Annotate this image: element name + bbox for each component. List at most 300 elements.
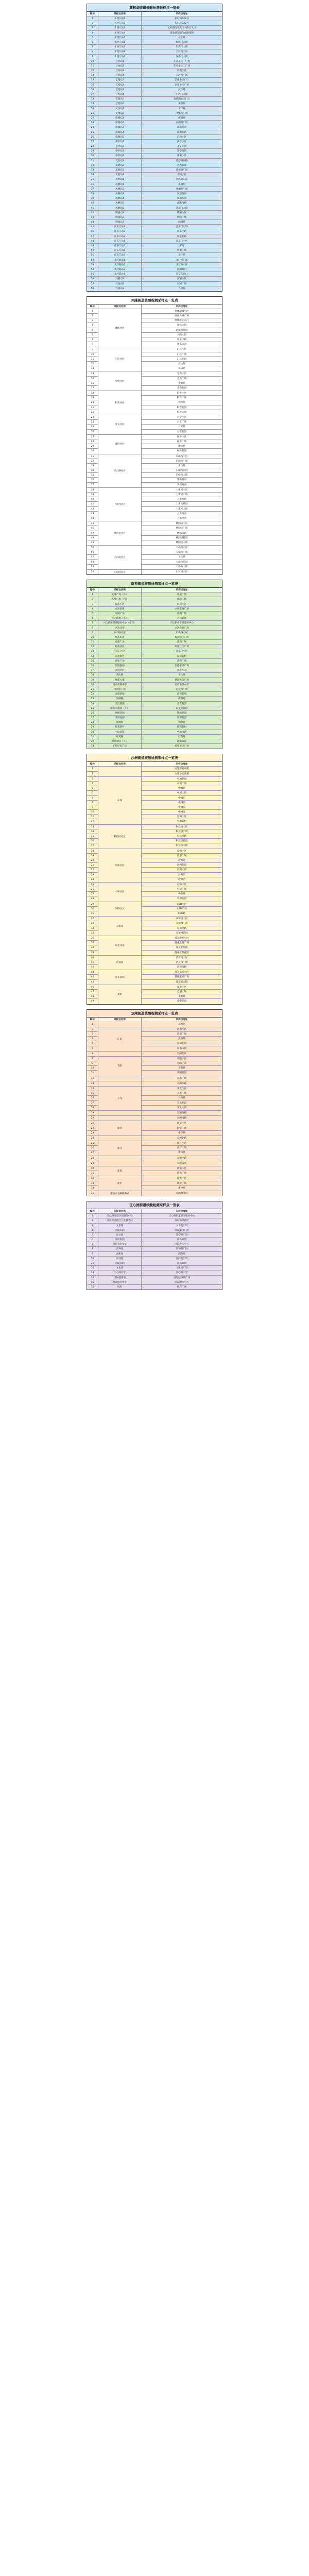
row-no: 13 [87, 825, 98, 829]
row-addr: 双闸路 [178, 1023, 185, 1026]
group-label [98, 1022, 142, 1027]
group-label: CBD社区 [98, 902, 142, 917]
row-addr: 菱港小区 [177, 986, 187, 989]
table-row [142, 990, 222, 994]
row-no: 11 [91, 1072, 94, 1075]
table-row [142, 468, 222, 473]
row-no: 21 [87, 863, 98, 868]
row-addr: 莫愁湖东路与虎踞南路 [170, 31, 194, 35]
table-row [142, 956, 222, 960]
row-addr: 双和园花园 [176, 931, 188, 935]
group-numbers [87, 777, 98, 824]
row-site: 南苑小区 [98, 602, 142, 606]
row-addr: 江南小区 [177, 1028, 187, 1031]
table-group [87, 956, 222, 971]
row-no: 38 [87, 488, 98, 493]
group-body [142, 985, 222, 1004]
row-no: 30 [87, 907, 98, 911]
row-no: 38 [87, 945, 98, 950]
table-row [142, 357, 222, 362]
table-row [142, 819, 222, 824]
row-site: 莫愁站2 [98, 163, 142, 167]
table-row [87, 1270, 222, 1275]
row-site: 江东门站1 [98, 225, 142, 229]
table-row [87, 248, 222, 253]
row-addr: 虹苑路 [178, 735, 185, 738]
row-addr: 上新河大街 [176, 507, 188, 511]
row-addr: 南湖小区 [177, 70, 187, 73]
row-addr: 所街 [179, 245, 184, 247]
row-no: 32 [87, 1176, 98, 1181]
row-site: 水西门站6 [98, 40, 142, 44]
row-addr: 梅花山庄广场 [175, 636, 189, 639]
table-group [87, 767, 222, 776]
group-label: 清荷园 [98, 956, 142, 970]
row-no: 54 [91, 565, 94, 568]
row-site: 江心洲街道卫生服务中心 [98, 1214, 142, 1218]
row-addr: 升龙路 [178, 1097, 185, 1100]
row-no: 7 [87, 45, 98, 49]
group-body [142, 454, 222, 487]
table-group [87, 1156, 222, 1161]
row-addr: 奥体新城广场 [175, 315, 189, 318]
table-group [87, 415, 222, 435]
row-no: 9 [87, 55, 98, 59]
table-row [87, 1280, 222, 1285]
section-1 [87, 4, 222, 292]
row-no: 53 [87, 560, 98, 565]
row-addr: 清荷园广场 [176, 961, 188, 964]
row-addr: 南苑新城 [177, 693, 187, 696]
table-row [142, 985, 222, 990]
row-no: 12 [87, 69, 98, 73]
section-4 [87, 754, 222, 1004]
table-row [87, 201, 222, 206]
row-no: 47 [87, 531, 98, 536]
table-row [87, 597, 222, 602]
header-addr: 采样点地址 [176, 589, 188, 592]
row-no: 15 [87, 834, 98, 839]
table-row [87, 716, 222, 720]
table-row [142, 483, 222, 487]
table-row [142, 1066, 222, 1071]
table-row [142, 1150, 222, 1155]
row-site: 国际青年中心 [98, 1242, 142, 1246]
table-row [142, 565, 222, 569]
table-row [87, 602, 222, 607]
table-group [87, 1052, 222, 1057]
row-no: 29 [87, 149, 98, 153]
row-addr: 双和园小区 [176, 918, 188, 921]
row-no: 26 [91, 430, 94, 433]
row-no: 49 [91, 541, 94, 544]
table-row [142, 531, 222, 536]
row-site: 国际健康城 [98, 1276, 142, 1280]
row-addr: 南湖路 [178, 698, 185, 701]
row-addr: 洲岛服务中心 [175, 1281, 189, 1284]
row-no: 34 [91, 1187, 94, 1190]
row-addr: 沙洲东 [178, 873, 185, 876]
group-label: 新月 [98, 1141, 142, 1156]
table-row [87, 192, 222, 196]
table-row [142, 435, 222, 439]
row-no: 27 [87, 435, 98, 439]
table-row [87, 649, 222, 654]
row-no: 15 [87, 659, 98, 663]
row-site: 茶亭站3 [98, 149, 142, 153]
row-addr: 凤凰广场 [177, 598, 187, 601]
row-site: 江河苑 [98, 1257, 142, 1261]
table-group [87, 371, 222, 391]
row-no: 27 [91, 1151, 94, 1155]
row-no: 55 [91, 571, 94, 573]
table-row [142, 371, 222, 376]
row-no: 18 [91, 1106, 94, 1109]
row-addr: CBD路 [178, 912, 186, 915]
row-site: 洲岛服务中心 [98, 1280, 142, 1284]
row-site: 南苑新村 [98, 654, 142, 658]
row-no: 37 [87, 941, 98, 945]
row-addr: 汇达广场 [177, 353, 187, 356]
row-addr: 桃园居广场 [176, 527, 188, 530]
row-no: 19 [87, 101, 98, 106]
table-row [142, 810, 222, 815]
header-no: 编号 [87, 1018, 98, 1022]
table-row [87, 659, 222, 664]
table-row [87, 683, 222, 687]
row-site: 锦绣街 [98, 720, 142, 724]
row-no: 40 [87, 956, 98, 960]
table-row [142, 1046, 222, 1051]
row-site: 悦府 [98, 1285, 142, 1290]
row-addr: 双闸中路 [177, 1157, 187, 1160]
row-addr: 清荷园小区 [176, 956, 188, 959]
row-site: 明园站2 [98, 215, 142, 219]
table-row [142, 386, 222, 391]
table-row [87, 69, 222, 73]
table-row [87, 196, 222, 201]
table-row [142, 1176, 222, 1181]
group-label: 乐山路社区 [98, 454, 142, 487]
row-no: 21 [87, 1121, 98, 1126]
row-no: 1 [87, 16, 98, 21]
row-no: 33 [87, 744, 98, 749]
table-row [87, 1266, 222, 1270]
row-addr: 汇达小区 [177, 348, 187, 351]
row-site: 茶亭站1 [98, 140, 142, 144]
row-addr: 乐山路小区 [176, 455, 188, 458]
row-addr: 云河湾小区 [176, 50, 188, 54]
group-numbers [87, 902, 98, 917]
row-no: 5 [87, 612, 98, 616]
group-body [142, 1136, 222, 1141]
row-addr: 凤凰街 [178, 103, 185, 106]
row-addr: 润和苑 [178, 1252, 185, 1256]
row-no: 17 [91, 386, 94, 389]
row-site: 北圩路站1 [98, 258, 142, 262]
group-body [142, 1057, 222, 1076]
row-site: 南苑路广场 [98, 687, 142, 691]
group-body [142, 488, 222, 521]
row-no: 34 [87, 926, 98, 931]
row-no: 11 [87, 815, 98, 819]
row-no: 4 [87, 607, 98, 611]
table-row [142, 931, 222, 936]
row-site: 艺苑站6 [98, 101, 142, 106]
row-no: 6 [87, 791, 98, 795]
table-row [142, 887, 222, 892]
row-addr: 虎踞南路 [177, 202, 187, 205]
table-row [87, 21, 222, 26]
row-no: 32 [87, 917, 98, 921]
row-no: 16 [87, 1096, 98, 1100]
table-group [87, 546, 222, 570]
table-row [142, 366, 222, 371]
row-no: 46 [87, 229, 98, 233]
table-row [87, 592, 222, 597]
row-no: 12 [91, 1077, 94, 1080]
row-site: 洲岛家园 [98, 1228, 142, 1232]
row-no: 2 [87, 314, 98, 318]
row-no: 41 [87, 960, 98, 965]
row-no: 48 [87, 536, 98, 540]
row-no: 35 [91, 1192, 94, 1195]
row-no: 24 [87, 702, 98, 706]
table-row [87, 107, 222, 111]
section-title: 兴隆街道核酸检测采样点一览表 [87, 297, 222, 304]
row-site: 梅花山庄 [98, 635, 142, 639]
table-group [87, 1166, 222, 1176]
row-site: 艺苑站5 [98, 97, 142, 101]
row-site: 嘉和广场 [98, 659, 142, 663]
row-no: 49 [91, 1000, 94, 1003]
row-addr: 沿河小区 [177, 135, 187, 139]
row-addr: 菱港广场 [177, 991, 187, 993]
row-addr: 桃园居大街 [176, 541, 188, 544]
row-addr: 汉中路 [178, 88, 185, 91]
header-no: 编号 [87, 1209, 98, 1213]
group-label: 南京市双闸服务站 [98, 1191, 142, 1196]
row-no: 3 [87, 602, 98, 606]
group-body [142, 1022, 222, 1027]
row-site: 凤栖站3 [98, 192, 142, 196]
row-addr: 南湖路口 [177, 268, 187, 271]
table-row [87, 1228, 222, 1233]
row-no: 4 [87, 323, 98, 328]
table-row [87, 144, 222, 149]
table-group [87, 777, 222, 825]
group-numbers [87, 1087, 98, 1110]
row-addr: 新华广场 [177, 1127, 187, 1130]
table-row [87, 244, 222, 248]
group-numbers [87, 546, 98, 569]
group-body [142, 970, 222, 985]
row-no: 26 [87, 1146, 98, 1150]
row-site: 洲岛和园 [98, 1261, 142, 1265]
group-label [98, 1161, 142, 1166]
row-no: 15 [87, 83, 98, 87]
row-no: 5 [87, 1041, 98, 1046]
group-label: 融侨社区 [98, 435, 142, 454]
row-no: 1 [92, 1023, 93, 1026]
group-numbers [87, 309, 98, 347]
row-no: 3 [87, 318, 98, 323]
group-body [142, 1166, 222, 1176]
row-addr: 上新河小区 [176, 488, 188, 492]
row-addr: 江南花园 [177, 1042, 187, 1045]
row-addr: 双闸南路 [177, 1117, 187, 1120]
row-addr: 奥体大街 [177, 324, 187, 327]
table-row [142, 1121, 222, 1126]
table-row [87, 135, 222, 140]
row-addr: 北圩路广场 [176, 259, 188, 262]
row-site: 南湖广场 [98, 612, 142, 616]
table-row [142, 1061, 222, 1066]
row-site: 翠庭华府 [98, 668, 142, 672]
row-addr: 新中小区 [177, 1177, 187, 1180]
group-numbers [87, 1076, 98, 1081]
table-row [87, 678, 222, 683]
table-row [87, 1238, 222, 1242]
row-site: 恒盛嘉园 [98, 664, 142, 668]
row-site: 凤栖站2 [98, 187, 142, 191]
group-body [142, 1161, 222, 1166]
group-numbers [87, 849, 98, 882]
row-site: 莫愁站5 [98, 177, 142, 181]
row-addr: 中城新村 [177, 820, 187, 823]
table-row [87, 163, 222, 168]
row-addr: 新月小区 [177, 1142, 187, 1145]
table-row [142, 439, 222, 444]
row-addr: 乐山路大街 [176, 474, 188, 477]
row-no: 12 [87, 1266, 98, 1270]
table-row [87, 1242, 222, 1247]
row-no: 14 [87, 829, 98, 834]
row-no: 23 [87, 415, 98, 420]
table-row [142, 464, 222, 468]
row-addr: 茶南小区 [177, 155, 187, 158]
row-no: 16 [87, 664, 98, 668]
table-row [142, 540, 222, 545]
row-no: 11 [87, 64, 98, 68]
row-addr: 莫愁湖西路 [176, 159, 188, 162]
row-site: 水西门站1 [98, 16, 142, 21]
table-header [87, 762, 222, 767]
row-addr: 双闸北路 [177, 1137, 187, 1140]
table-row [87, 16, 222, 21]
group-numbers [87, 1027, 98, 1051]
table-row [87, 702, 222, 706]
table-row [87, 26, 222, 30]
table-group [87, 883, 222, 902]
row-addr: 南苑新村 [177, 655, 187, 658]
row-no: 26 [87, 711, 98, 715]
row-site: 明园站3 [98, 220, 142, 224]
table-row [87, 1285, 222, 1290]
table-row [142, 1057, 222, 1061]
row-addr: 新月广场 [177, 1147, 187, 1150]
table-row [142, 333, 222, 337]
row-site: 凤栖站5 [98, 201, 142, 205]
table-row [142, 805, 222, 810]
row-no: 36 [87, 478, 98, 482]
table-row [87, 744, 222, 749]
row-addr: 东升小区二广场 [173, 64, 191, 67]
group-body [142, 1116, 222, 1121]
row-addr: 新中路 [178, 1187, 185, 1190]
row-site: 明园站1 [98, 211, 142, 215]
row-site: 洲岛家园 [98, 1238, 142, 1242]
row-addr: 凤栖苑 [178, 183, 185, 186]
row-no: 48 [87, 239, 98, 243]
row-addr: 新月路 [178, 1151, 185, 1155]
row-addr: 双闸广场 [177, 1077, 187, 1080]
row-addr: 中和路 [178, 893, 185, 896]
table-row [87, 206, 222, 211]
row-addr: 恒盛嘉园广场 [175, 665, 189, 667]
table-row [142, 415, 222, 420]
row-addr: 沙洲大街 [177, 869, 187, 872]
table-group [87, 1081, 222, 1087]
row-site: 南苑幸福园（外） [98, 706, 142, 710]
group-body [142, 1111, 222, 1115]
row-no: 12 [91, 820, 94, 823]
table-row [142, 1111, 222, 1115]
table-row [87, 159, 222, 163]
row-no: 31 [87, 735, 98, 739]
group-body [142, 917, 222, 936]
row-addr: 云河路广场 [176, 74, 188, 77]
table-row [142, 849, 222, 854]
row-no: 43 [87, 970, 98, 975]
row-addr: 沙洲路 [178, 859, 185, 862]
row-addr: 洲岛家园 [177, 1239, 187, 1242]
row-no: 2 [87, 1218, 98, 1223]
row-addr: 莲花北苑广场 [175, 942, 189, 945]
row-addr: 清荷园路 [177, 966, 187, 969]
group-numbers [87, 570, 98, 574]
table-row [87, 234, 222, 239]
group-numbers [87, 521, 98, 545]
row-site: 润和苑 [98, 1252, 142, 1256]
row-addr: 乐山路 [178, 367, 185, 370]
group-body [142, 309, 222, 347]
table-row [142, 1071, 222, 1075]
table-header [87, 12, 222, 16]
group-numbers [87, 883, 98, 902]
row-no: 21 [87, 111, 98, 115]
row-addr: 金典小区 [177, 372, 187, 376]
group-label: 积善社区 [98, 391, 142, 415]
table-row [87, 168, 222, 173]
row-addr: 沙洲广场 [177, 854, 187, 857]
row-no: 42 [87, 211, 98, 215]
row-no: 30 [87, 730, 98, 734]
row-addr: 清凉门大街 [176, 207, 188, 210]
row-no: 42 [91, 966, 94, 969]
row-addr: 兴达新寓广场 [175, 607, 189, 611]
row-site: 南湖站5 [98, 135, 142, 139]
table-group [87, 1027, 222, 1052]
table-row [87, 272, 222, 277]
row-addr: 天山路广场 [176, 551, 188, 554]
table-row [142, 1156, 222, 1161]
table-row [87, 286, 222, 291]
row-no: 1 [87, 592, 98, 597]
row-site: 兴达新寓 [98, 607, 142, 611]
row-addr: 金典花园 [177, 386, 187, 389]
row-no: 36 [87, 936, 98, 941]
